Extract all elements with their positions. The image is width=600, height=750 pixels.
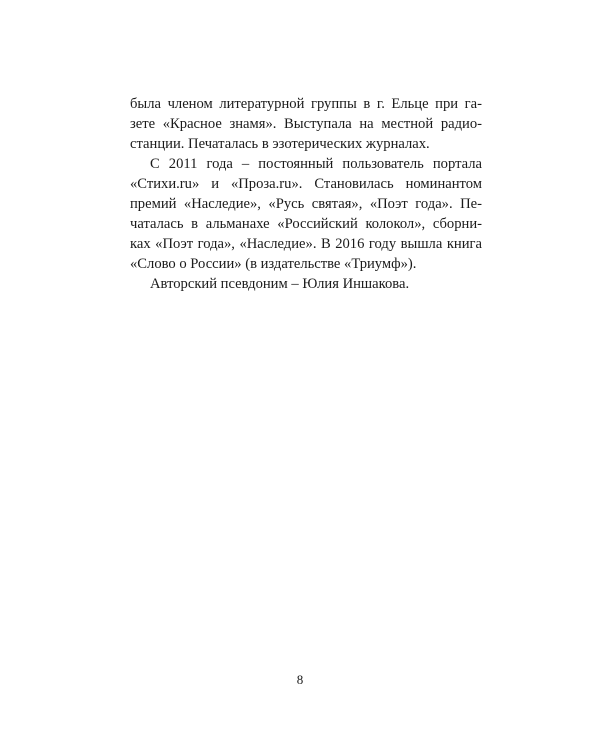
text-line: зете «Красное знамя». Выступала на местной радио- [130,116,482,132]
text-line: «Слово о России» (в издательстве «Триумф»). [130,256,417,272]
text-line: премий «Наследие», «Русь святая», «Поэт года». Пе- [130,196,482,212]
text-line: станции. Печаталась в эзотерических журналах. [130,136,430,152]
body-text [130,94,482,294]
text-line: ках «Поэт года», «Наследие». В 2016 году вышла книга [130,236,482,252]
text-line: чаталась в альманахе «Российский колокол», сборни- [130,216,482,232]
text-line: «Стихи.ru» и «Проза.ru». Становилась номинантом [130,176,482,192]
text-line: была членом литературной группы в г. Ельце при га- [130,96,482,112]
text-line: Авторский псевдоним – Юлия Иншакова. [150,276,410,292]
text-line: С 2011 года – постоянный пользователь портала [150,156,482,172]
page-number: 8 [296,672,304,687]
